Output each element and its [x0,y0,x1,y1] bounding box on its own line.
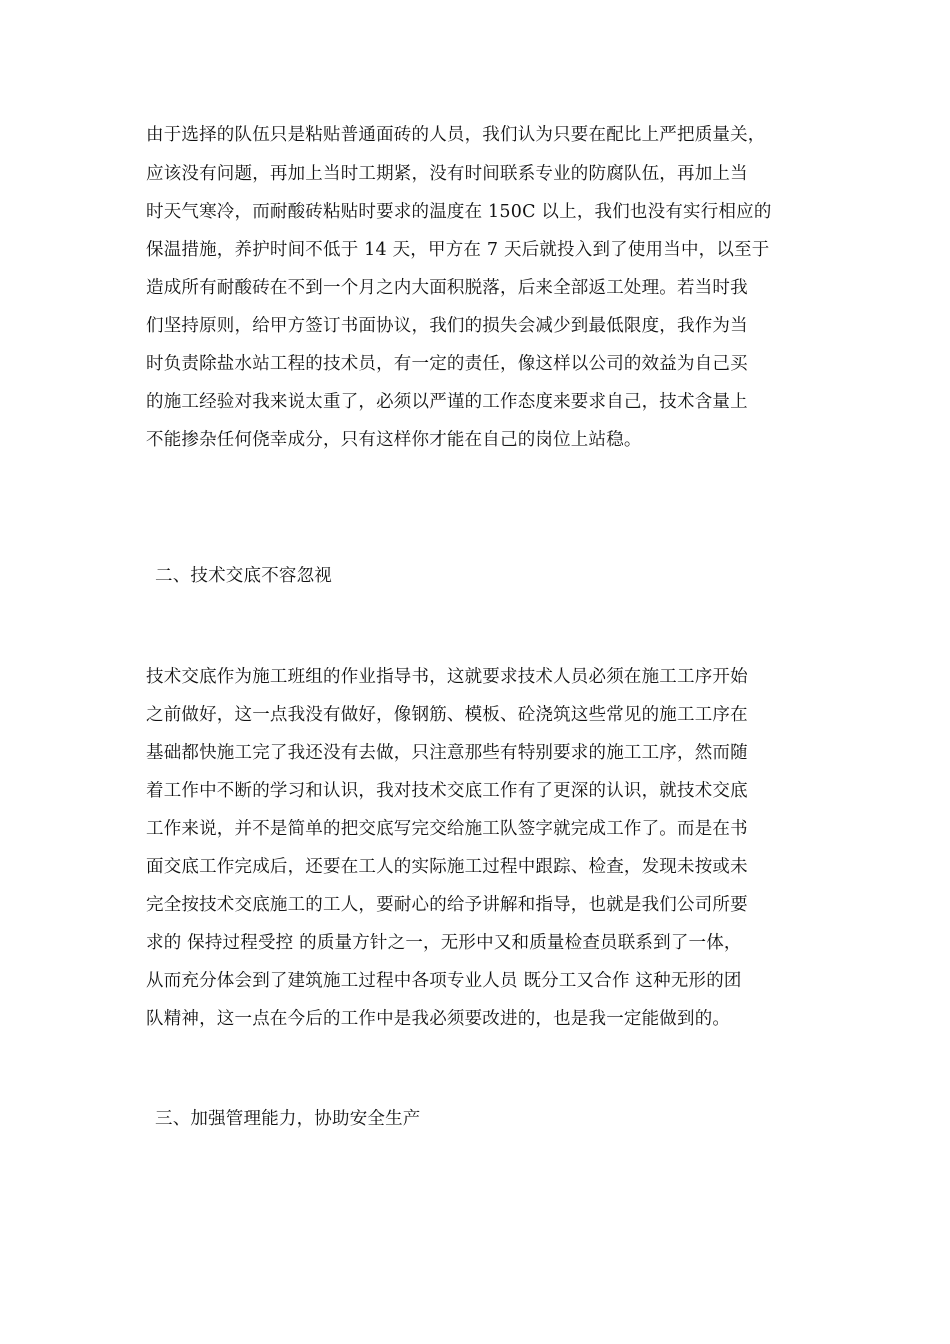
paragraph2-line: 着工作中不断的学习和认识，我对技术交底工作有了更深的认识，就技术交底 [146,781,748,801]
paragraph1-line: 由于选择的队伍只是粘贴普通面砖的人员，我们认为只要在配比上严把质量关， [146,125,766,145]
paragraph2-line: 工作来说，并不是简单的把交底写完交给施工队签字就完成工作了。而是在书 [146,819,748,839]
paragraph1-line: 保温措施，养护时间不低于 14 天，甲方在 7 天后就投入到了使用当中，以至于 [146,240,770,260]
paragraph2-line: 技术交底作为施工班组的作业指导书，这就要求技术人员必须在施工工序开始 [146,667,748,687]
paragraph1-line: 应该没有问题，再加上当时工期紧，没有时间联系专业的防腐队伍，再加上当 [146,164,748,184]
paragraph1-line: 的施工经验对我来说太重了，必须以严谨的工作态度来要求自己，技术含量上 [146,392,748,412]
section-heading: 三、加强管理能力，协助安全生产 [155,1109,421,1129]
section-heading: 二、技术交底不容忽视 [155,566,332,586]
paragraph1-line: 们坚持原则，给甲方签订书面协议，我们的损失会减少到最低限度，我作为当 [146,316,748,336]
paragraph1-line: 时天气寒冷，而耐酸砖粘贴时要求的温度在 150C 以上，我们也没有实行相应的 [146,202,772,222]
paragraph1-line: 时负责除盐水站工程的技术员，有一定的责任，像这样以公司的效益为自己买 [146,354,748,374]
paragraph1-line: 不能掺杂任何侥幸成分，只有这样你才能在自己的岗位上站稳。 [146,430,642,450]
paragraph2-line: 面交底工作完成后，还要在工人的实际施工过程中跟踪、检查，发现未按或未 [146,857,748,877]
paragraph2-line: 求的 保持过程受控 的质量方针之一，无形中又和质量检查员联系到了一体， [146,933,742,953]
paragraph2-line: 之前做好，这一点我没有做好，像钢筋、模板、砼浇筑这些常见的施工工序在 [146,705,748,725]
paragraph2-line: 队精神，这一点在今后的工作中是我必须要改进的，也是我一定能做到的。 [146,1009,731,1029]
paragraph2-line: 从而充分体会到了建筑施工过程中各项专业人员 既分工又合作 这种无形的团 [146,971,742,991]
paragraph1-line: 造成所有耐酸砖在不到一个月之内大面积脱落，后来全部返工处理。若当时我 [146,278,748,298]
paragraph2-line: 完全按技术交底施工的工人，要耐心的给予讲解和指导，也就是我们公司所要 [146,895,748,915]
paragraph2-line: 基础都快施工完了我还没有去做，只注意那些有特别要求的施工工序，然而随 [146,743,748,763]
